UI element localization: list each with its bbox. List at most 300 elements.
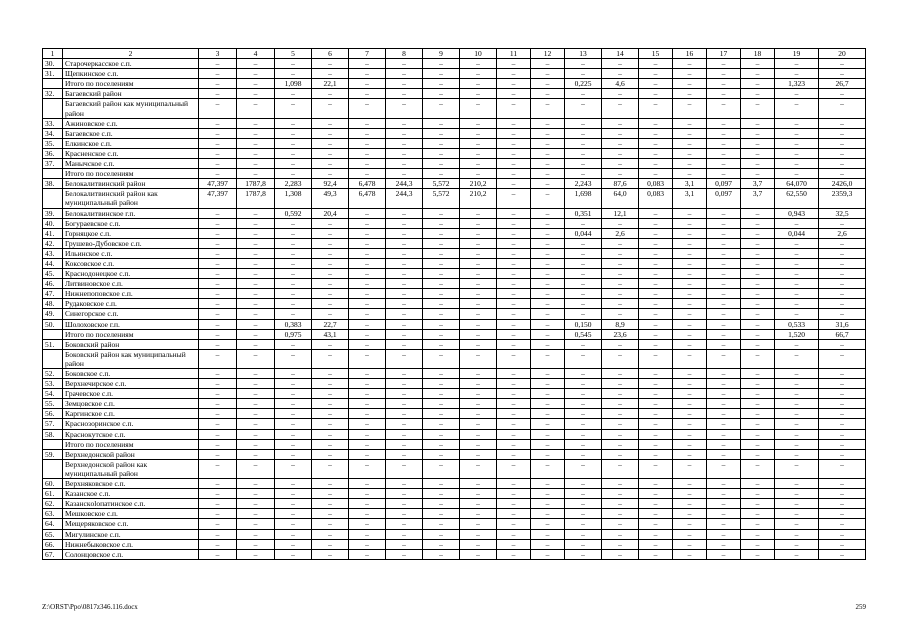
table-cell: – bbox=[602, 89, 639, 99]
table-cell: – bbox=[237, 118, 275, 128]
table-cell: – bbox=[460, 148, 497, 158]
table-cell: – bbox=[775, 169, 819, 179]
table-cell: – bbox=[386, 479, 423, 489]
table-cell: – bbox=[312, 218, 349, 228]
table-cell: – bbox=[707, 459, 741, 478]
table-cell: – bbox=[673, 289, 707, 299]
table-cell: – bbox=[497, 148, 531, 158]
table-cell: – bbox=[741, 539, 775, 549]
row-name: Коксовское с.п. bbox=[63, 258, 199, 268]
table-cell: – bbox=[639, 238, 673, 248]
table-cell: – bbox=[602, 399, 639, 409]
table-cell: – bbox=[460, 419, 497, 429]
row-number: 57. bbox=[43, 419, 63, 429]
table-cell: – bbox=[349, 228, 386, 238]
row-name: Итого по поселениям bbox=[63, 79, 199, 89]
row-number: 55. bbox=[43, 399, 63, 409]
row-name: Елкинское с.п. bbox=[63, 138, 199, 148]
table-cell: – bbox=[349, 489, 386, 499]
table-cell: – bbox=[312, 379, 349, 389]
table-cell: – bbox=[275, 369, 312, 379]
table-cell: – bbox=[275, 299, 312, 309]
table-cell: – bbox=[349, 279, 386, 289]
table-cell: – bbox=[741, 289, 775, 299]
table-cell: – bbox=[312, 118, 349, 128]
table-cell: – bbox=[349, 238, 386, 248]
table-cell: – bbox=[639, 369, 673, 379]
table-cell: – bbox=[497, 419, 531, 429]
table-cell: – bbox=[673, 319, 707, 329]
table-cell: 62,550 bbox=[775, 189, 819, 208]
table-cell: – bbox=[237, 289, 275, 299]
table-cell: – bbox=[349, 79, 386, 89]
table-cell: – bbox=[602, 409, 639, 419]
table-cell: – bbox=[386, 379, 423, 389]
table-cell: – bbox=[460, 409, 497, 419]
table-cell: – bbox=[237, 399, 275, 409]
table-row bbox=[43, 228, 866, 238]
table-cell: – bbox=[199, 449, 237, 459]
table-cell: – bbox=[386, 148, 423, 158]
table-cell: – bbox=[565, 128, 602, 138]
table-cell: – bbox=[602, 459, 639, 478]
row-number: 39. bbox=[43, 208, 63, 218]
header-cell: 9 bbox=[423, 49, 460, 59]
table-cell: – bbox=[639, 509, 673, 519]
row-name: Боковский район как муниципальный район bbox=[63, 349, 199, 368]
table-cell: – bbox=[460, 309, 497, 319]
table-cell: – bbox=[386, 59, 423, 69]
table-cell: 0,225 bbox=[565, 79, 602, 89]
table-cell: 3,1 bbox=[673, 189, 707, 208]
row-number: 49. bbox=[43, 309, 63, 319]
table-cell: – bbox=[819, 118, 866, 128]
table-cell: – bbox=[775, 539, 819, 549]
table-cell: – bbox=[460, 369, 497, 379]
table-row bbox=[43, 159, 866, 169]
table-cell: – bbox=[199, 138, 237, 148]
table-cell: – bbox=[741, 419, 775, 429]
table-cell: – bbox=[423, 449, 460, 459]
table-cell: – bbox=[775, 59, 819, 69]
header-cell: 15 bbox=[639, 49, 673, 59]
table-cell: – bbox=[386, 429, 423, 439]
table-cell: – bbox=[497, 189, 531, 208]
table-cell: – bbox=[423, 429, 460, 439]
table-cell: – bbox=[423, 389, 460, 399]
table-cell: – bbox=[565, 279, 602, 289]
table-cell: – bbox=[497, 549, 531, 559]
table-cell: – bbox=[460, 329, 497, 339]
table-cell: – bbox=[531, 79, 565, 89]
table-cell: – bbox=[565, 148, 602, 158]
table-cell: – bbox=[707, 519, 741, 529]
table-row bbox=[43, 179, 866, 189]
table-cell: – bbox=[275, 409, 312, 419]
table-row bbox=[43, 549, 866, 559]
table-cell: – bbox=[275, 519, 312, 529]
table-cell: – bbox=[673, 419, 707, 429]
table-cell: – bbox=[199, 489, 237, 499]
table-row bbox=[43, 258, 866, 268]
table-cell: – bbox=[349, 59, 386, 69]
table-cell: – bbox=[673, 459, 707, 478]
table-row bbox=[43, 409, 866, 419]
table-cell: – bbox=[775, 419, 819, 429]
table-cell: – bbox=[423, 99, 460, 118]
table-cell: – bbox=[707, 389, 741, 399]
table-cell: – bbox=[602, 339, 639, 349]
row-name: Горняцкое с.п. bbox=[63, 228, 199, 238]
header-cell: 8 bbox=[386, 49, 423, 59]
table-cell: – bbox=[819, 439, 866, 449]
table-cell: – bbox=[531, 329, 565, 339]
table-cell: – bbox=[775, 549, 819, 559]
table-cell: – bbox=[673, 519, 707, 529]
table-cell: – bbox=[497, 269, 531, 279]
table-cell: – bbox=[386, 169, 423, 179]
table-row bbox=[43, 99, 866, 118]
table-cell: 1787,8 bbox=[237, 189, 275, 208]
row-name: Щепкинское с.п. bbox=[63, 69, 199, 79]
table-cell: – bbox=[565, 459, 602, 478]
table-cell: – bbox=[819, 59, 866, 69]
table-cell: – bbox=[531, 389, 565, 399]
table-cell: – bbox=[386, 399, 423, 409]
table-cell: – bbox=[602, 349, 639, 368]
table-cell: – bbox=[460, 379, 497, 389]
table-cell: – bbox=[531, 429, 565, 439]
table-cell: 2,6 bbox=[602, 228, 639, 238]
table-cell: – bbox=[460, 519, 497, 529]
header-cell: 18 bbox=[741, 49, 775, 59]
table-cell: – bbox=[349, 429, 386, 439]
table-cell: – bbox=[349, 299, 386, 309]
table-cell: – bbox=[531, 299, 565, 309]
table-cell: – bbox=[565, 248, 602, 258]
table-cell: – bbox=[497, 238, 531, 248]
row-name: Ажиновское с.п. bbox=[63, 118, 199, 128]
table-cell: – bbox=[673, 248, 707, 258]
table-cell: – bbox=[237, 409, 275, 419]
table-cell: – bbox=[639, 449, 673, 459]
row-number: 35. bbox=[43, 138, 63, 148]
row-name: Манычское с.п. bbox=[63, 159, 199, 169]
table-cell: – bbox=[199, 339, 237, 349]
table-cell: – bbox=[639, 529, 673, 539]
table-cell: – bbox=[312, 228, 349, 238]
table-cell: – bbox=[639, 439, 673, 449]
table-cell: – bbox=[275, 489, 312, 499]
table-cell: 0,044 bbox=[565, 228, 602, 238]
table-cell: – bbox=[423, 128, 460, 138]
table-row bbox=[43, 118, 866, 128]
table-cell: – bbox=[275, 499, 312, 509]
table-cell: – bbox=[639, 228, 673, 238]
table-cell: – bbox=[602, 439, 639, 449]
table-cell: – bbox=[312, 128, 349, 138]
table-cell: – bbox=[639, 299, 673, 309]
table-cell: – bbox=[639, 169, 673, 179]
table-cell: – bbox=[707, 509, 741, 519]
table-cell: – bbox=[565, 529, 602, 539]
table-row bbox=[43, 128, 866, 138]
table-cell: – bbox=[707, 59, 741, 69]
table-cell: – bbox=[673, 429, 707, 439]
table-cell: – bbox=[775, 429, 819, 439]
table-cell: 3,7 bbox=[741, 179, 775, 189]
table-cell: – bbox=[741, 258, 775, 268]
table-cell: – bbox=[349, 399, 386, 409]
table-cell: – bbox=[423, 238, 460, 248]
table-cell: – bbox=[199, 319, 237, 329]
table-cell: – bbox=[565, 339, 602, 349]
row-number: 62. bbox=[43, 499, 63, 509]
table-cell: – bbox=[531, 409, 565, 419]
table-cell: – bbox=[423, 248, 460, 258]
table-cell: – bbox=[349, 459, 386, 478]
table-cell: – bbox=[275, 419, 312, 429]
table-cell: – bbox=[423, 509, 460, 519]
table-cell: – bbox=[741, 509, 775, 519]
table-cell: 20,4 bbox=[312, 208, 349, 218]
table-cell: – bbox=[602, 99, 639, 118]
table-cell: 0,150 bbox=[565, 319, 602, 329]
table-cell: – bbox=[673, 489, 707, 499]
table-cell: – bbox=[199, 128, 237, 138]
table-row bbox=[43, 369, 866, 379]
row-name: Боковский район bbox=[63, 339, 199, 349]
table-cell: – bbox=[460, 159, 497, 169]
table-cell: – bbox=[707, 489, 741, 499]
table-cell: – bbox=[275, 69, 312, 79]
table-cell: – bbox=[386, 279, 423, 289]
table-cell: 210,2 bbox=[460, 179, 497, 189]
table-cell: – bbox=[275, 148, 312, 158]
table-cell: – bbox=[386, 269, 423, 279]
table-cell: – bbox=[602, 238, 639, 248]
table-cell: – bbox=[199, 59, 237, 69]
table-cell: 49,3 bbox=[312, 189, 349, 208]
row-name: Белокалитвинский район bbox=[63, 179, 199, 189]
table-cell: – bbox=[602, 169, 639, 179]
table-cell: – bbox=[497, 248, 531, 258]
table-cell: – bbox=[707, 169, 741, 179]
table-cell: – bbox=[312, 389, 349, 399]
table-cell: – bbox=[497, 299, 531, 309]
row-name: Багаевское с.п. bbox=[63, 128, 199, 138]
table-cell: – bbox=[741, 499, 775, 509]
table-cell: – bbox=[565, 369, 602, 379]
table-cell: – bbox=[819, 499, 866, 509]
row-number: 31. bbox=[43, 69, 63, 79]
table-row bbox=[43, 459, 866, 478]
table-cell: – bbox=[741, 369, 775, 379]
row-name: Каргинское с.п. bbox=[63, 409, 199, 419]
table-cell: – bbox=[639, 69, 673, 79]
table-cell: – bbox=[460, 269, 497, 279]
table-cell: 66,7 bbox=[819, 329, 866, 339]
table-row bbox=[43, 59, 866, 69]
table-cell: – bbox=[565, 499, 602, 509]
table-cell: – bbox=[602, 279, 639, 289]
table-cell: – bbox=[312, 339, 349, 349]
table-cell: – bbox=[275, 218, 312, 228]
table-cell: – bbox=[275, 459, 312, 478]
table-cell: 244,3 bbox=[386, 179, 423, 189]
table-cell: – bbox=[312, 99, 349, 118]
table-row bbox=[43, 269, 866, 279]
table-cell: – bbox=[497, 319, 531, 329]
table-cell: – bbox=[673, 269, 707, 279]
table-cell: – bbox=[199, 269, 237, 279]
row-name: Багаевский район bbox=[63, 89, 199, 99]
table-cell: – bbox=[460, 248, 497, 258]
table-cell: 0,975 bbox=[275, 329, 312, 339]
table-cell: – bbox=[423, 169, 460, 179]
table-cell: – bbox=[819, 389, 866, 399]
table-cell: – bbox=[199, 369, 237, 379]
table-cell: – bbox=[312, 269, 349, 279]
table-cell: – bbox=[423, 159, 460, 169]
table-row bbox=[43, 218, 866, 228]
table-cell: – bbox=[741, 429, 775, 439]
table-cell: – bbox=[237, 248, 275, 258]
table-cell: – bbox=[819, 549, 866, 559]
table-cell: 210,2 bbox=[460, 189, 497, 208]
table-cell: – bbox=[639, 289, 673, 299]
table-cell: – bbox=[312, 529, 349, 539]
table-cell: – bbox=[349, 449, 386, 459]
table-cell: – bbox=[565, 519, 602, 529]
table-cell: – bbox=[497, 228, 531, 238]
table-cell: – bbox=[531, 419, 565, 429]
table-cell: – bbox=[741, 439, 775, 449]
row-number: 54. bbox=[43, 389, 63, 399]
table-cell: – bbox=[602, 539, 639, 549]
table-cell: – bbox=[312, 369, 349, 379]
table-cell: – bbox=[237, 429, 275, 439]
table-cell: – bbox=[237, 89, 275, 99]
table-cell: – bbox=[460, 299, 497, 309]
table-row bbox=[43, 399, 866, 409]
table-cell: – bbox=[565, 289, 602, 299]
table-cell: – bbox=[275, 118, 312, 128]
table-cell: – bbox=[673, 228, 707, 238]
table-cell: – bbox=[237, 329, 275, 339]
table-cell: – bbox=[639, 138, 673, 148]
table-cell: – bbox=[199, 148, 237, 158]
table-cell: – bbox=[741, 379, 775, 389]
table-cell: – bbox=[602, 449, 639, 459]
table-cell: – bbox=[819, 429, 866, 439]
table-cell: – bbox=[199, 248, 237, 258]
table-cell: – bbox=[497, 449, 531, 459]
table-cell: – bbox=[237, 519, 275, 529]
table-cell: – bbox=[199, 289, 237, 299]
table-cell: – bbox=[460, 349, 497, 368]
table-cell: – bbox=[775, 89, 819, 99]
table-cell: – bbox=[819, 89, 866, 99]
table-cell: – bbox=[639, 319, 673, 329]
table-cell: – bbox=[565, 389, 602, 399]
table-cell: – bbox=[497, 118, 531, 128]
table-cell: – bbox=[602, 159, 639, 169]
table-cell: – bbox=[312, 89, 349, 99]
table-cell: – bbox=[819, 299, 866, 309]
table-cell: – bbox=[531, 459, 565, 478]
table-cell: – bbox=[775, 409, 819, 419]
table-row bbox=[43, 138, 866, 148]
table-cell: – bbox=[639, 339, 673, 349]
table-cell: – bbox=[237, 389, 275, 399]
table-cell: – bbox=[423, 539, 460, 549]
table-cell: – bbox=[775, 289, 819, 299]
table-cell: – bbox=[349, 379, 386, 389]
table-cell: – bbox=[819, 479, 866, 489]
table-cell: 0,545 bbox=[565, 329, 602, 339]
table-row bbox=[43, 169, 866, 179]
table-cell: – bbox=[673, 148, 707, 158]
table-cell: – bbox=[460, 539, 497, 549]
row-name: Верхнечирское с.п. bbox=[63, 379, 199, 389]
table-cell: – bbox=[312, 148, 349, 158]
table-cell: – bbox=[531, 148, 565, 158]
table-cell: – bbox=[423, 299, 460, 309]
table-cell: – bbox=[237, 79, 275, 89]
table-cell: – bbox=[775, 389, 819, 399]
table-cell: – bbox=[497, 519, 531, 529]
table-cell: – bbox=[819, 279, 866, 289]
table-cell: – bbox=[423, 59, 460, 69]
table-cell: – bbox=[497, 529, 531, 539]
table-cell: – bbox=[707, 148, 741, 158]
table-cell: – bbox=[460, 99, 497, 118]
row-number bbox=[43, 439, 63, 449]
table-cell: – bbox=[741, 269, 775, 279]
table-cell: – bbox=[349, 339, 386, 349]
row-name: Казанскolопатинское с.п. bbox=[63, 499, 199, 509]
table-cell: – bbox=[460, 479, 497, 489]
table-cell: – bbox=[423, 339, 460, 349]
table-cell: 12,1 bbox=[602, 208, 639, 218]
table-cell: – bbox=[312, 258, 349, 268]
table-cell: – bbox=[531, 69, 565, 79]
table-cell: – bbox=[707, 379, 741, 389]
table-cell: – bbox=[423, 329, 460, 339]
header-cell: 6 bbox=[312, 49, 349, 59]
row-name: Багаевский район как муниципальный район bbox=[63, 99, 199, 118]
table-cell: – bbox=[565, 489, 602, 499]
table-cell: – bbox=[497, 379, 531, 389]
table-cell: – bbox=[312, 138, 349, 148]
table-cell: – bbox=[639, 128, 673, 138]
table-cell: – bbox=[602, 148, 639, 158]
table-cell: – bbox=[237, 309, 275, 319]
header-row bbox=[43, 49, 866, 59]
table-cell: 0,097 bbox=[707, 189, 741, 208]
table-cell: – bbox=[386, 228, 423, 238]
table-cell: – bbox=[707, 128, 741, 138]
row-name: Старочеркасское с.п. bbox=[63, 59, 199, 69]
table-cell: – bbox=[565, 169, 602, 179]
table-cell: – bbox=[275, 228, 312, 238]
table-cell: – bbox=[707, 208, 741, 218]
table-cell: – bbox=[639, 549, 673, 559]
table-cell: – bbox=[775, 509, 819, 519]
table-cell: – bbox=[639, 539, 673, 549]
table-cell: – bbox=[497, 89, 531, 99]
